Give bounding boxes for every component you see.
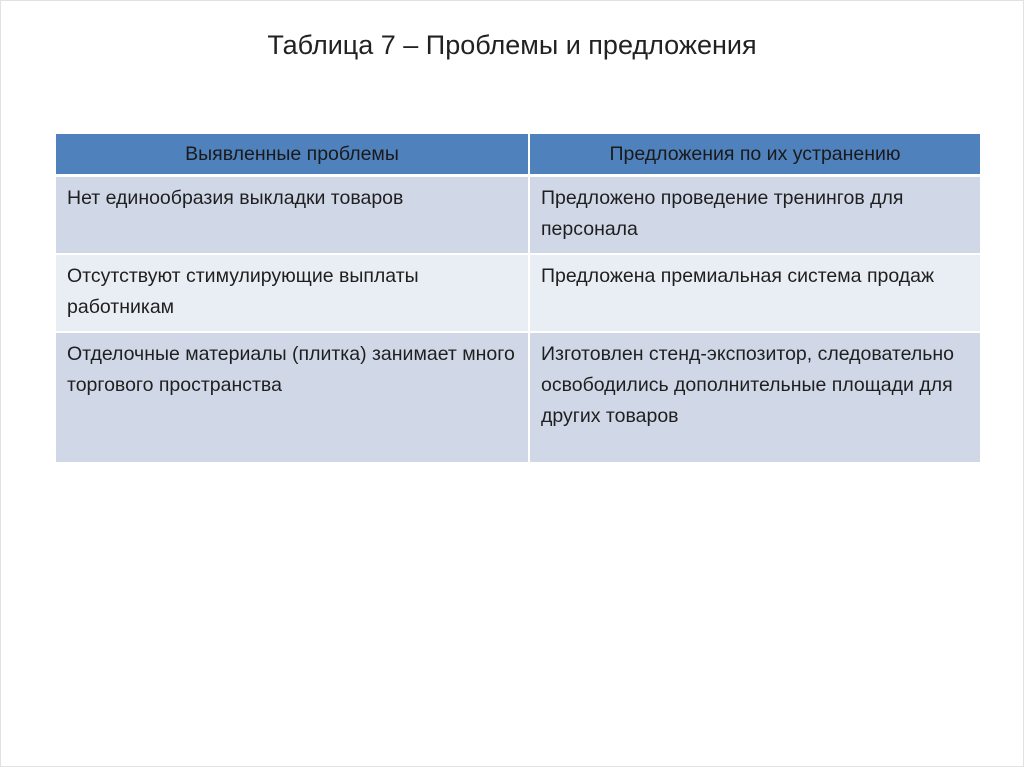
problem-cell: Отсутствуют стимулирующие выплаты работникам [56,254,529,332]
proposal-cell: Изготовлен стенд-экспозитор, следовательно освободились дополнительные площади для других товаров [529,332,980,463]
proposal-cell: Предложено проведение тренингов для персонала [529,176,980,255]
table-row [56,332,980,463]
table-row [56,176,980,255]
header-proposals: Предложения по их устранению [529,134,980,176]
problems-table [56,134,980,464]
proposal-cell: Предложена премиальная система продаж [529,254,980,332]
problem-cell: Нет единообразия выкладки товаров [56,176,529,255]
problem-cell: Отделочные материалы (плитка) занимает много торгового пространства [56,332,529,463]
header-problems: Выявленные проблемы [56,134,529,176]
table-header-row [56,134,980,176]
slide-title: Таблица 7 – Проблемы и предложения [267,30,757,60]
table-row [56,254,980,332]
